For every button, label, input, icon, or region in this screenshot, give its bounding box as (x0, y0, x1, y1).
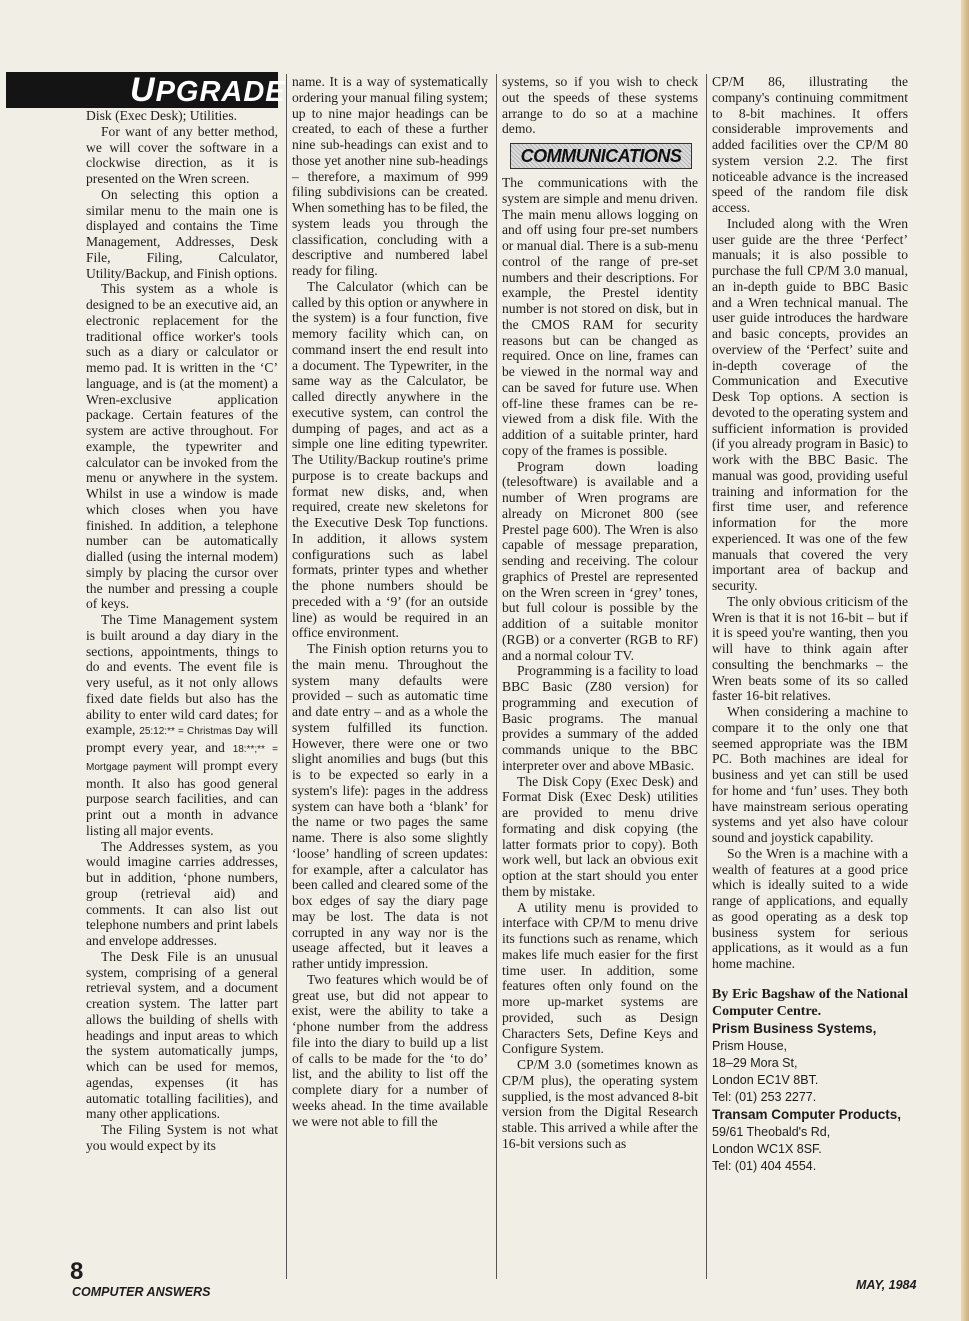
issue-date: MAY, 1984 (856, 1278, 917, 1292)
communications-heading: COMMUNICATIONS (510, 143, 692, 169)
paragraph: A utility menu is provided to interface with CP/M to menu drive its functions such as rename, which makes life much easier for the first time user. In addition, some features often only found on the more up-market systems are provided, such as Design Characters Sets, Define Keys and Configure System. (502, 899, 698, 1057)
page-edge-shadow (961, 0, 969, 1321)
paragraph: Included along with the Wren user guide are the three ‘Perfect’ manuals; it is also possible to purchase the full CP/M 3.0 manual, an in-depth guide to BBC Basic and a Wren technical manual. The user guide introduces the hardware and basic concepts, provides an overview of the ‘Perfect’ suite and in-depth coverage of the Communication and Executive Desk Top options. A section is devoted to the operating system and sufficient information is provided (if you already program in Basic) to work with the BBC Basic. The manual was good, providing useful training and information for the first time user, and reference information for the more experienced. It was one of the few manuals that covered the very important area of backup and security. (712, 215, 908, 593)
company-name (712, 1106, 908, 1124)
paragraph: The Filing System is not what you would expect by its (86, 1122, 278, 1153)
paragraph: The Finish option returns you to the main menu. Throughout the system many defaults were provided – such as automatic time and date entry – and as a whole the system fulfilled its function. However, there were one or two slight anomilies and bugs (but this is to be expected so early in a system's life): pages in the address system can have both a ‘blank’ for the name or two pages the same name. There is also some slightly ‘loose’ handling of screen updates: for example, after a calculator has been called and cleared some of the box edges of say the diary page may be lost. The data is not corrupted in any way nor is the useage affected, but it leaves a rather untidy impression. (292, 641, 488, 971)
column-divider (496, 74, 497, 1279)
paragraph-text: will prompt every month. It also has good general purpose search facilities, and can print out a month in advance listing all major events. (86, 757, 278, 838)
paragraph: The Addresses system, as you would imagine carries addresses, but in addition, ‘phone numbers, group (retrieval aid) and comments. It can also list out telephone numbers and print labels and envelope addresses. (86, 838, 278, 948)
company-name-text: Transam Computer Products, (712, 1106, 902, 1122)
address-line: London WC1X 8SF. (712, 1141, 822, 1156)
section-banner-rest: PGRADE (155, 76, 286, 108)
paragraph: name. It is a way of systematically ordering your manual filing system; up to nine major headings can be created, to each of these a further nine sub-headings can exist and to those yet another nine sub-headings – therefore, a maximum of 999 filing subdivisions can be created. When something has to be filed, the system leads you through the classification, concluding with a descriptive and numbered label ready for filing. (292, 74, 488, 278)
column-divider (286, 74, 287, 1279)
paragraph: Two features which would be of great use, but did not appear to exist, were the ability to take a ‘phone number from the address file into the diary to build up a list of calls to be made for the ‘to do’ list, and the ability to list off the complete diary for a number of weeks ahead. In the time available we were not able to fill the (292, 971, 488, 1129)
paragraph: The only obvious criticism of the Wren is that it is not 16-bit – but if it is speed you're wanting, then you will have to think again after consulting the benchmarks – the Wren beats some of its so called faster 16-bit relatives. (712, 593, 908, 704)
paragraph: CP/M 3.0 (sometimes known as CP/M plus), the operating system supplied, is the most advanced 8-bit version from the Digital Research stable. This arrived a while after the 16-bit versions such as (502, 1057, 698, 1151)
wildcard-example: 25:12:** = Christmas Day (139, 726, 254, 738)
paragraph: This system as a whole is designed to be an executive aid, an electronic replacement for the traditional office worker's tools such as a diary or calculator or memo pad. It is written in the ‘C’ language, and is (at the moment) a Wren-exclusive application package. Certain features of the system are active throughout. For example, the typewriter and calculator can be invoked from the menu or anywhere in the system. Whilst in use a window is made which closes when you have finished. In addition, a telephone number can be automatically dialled (using the internal modem) simply by placing the cursor over the number and pressing a couple of keys. (86, 281, 278, 612)
paragraph-text: The Time Management system is built around a day diary in the sections, appointments, things to do and events. The event file is very useful, as it not only allows fixed date fields but also has the ability to enter wild card dates; for example, (86, 612, 278, 738)
paragraph: The Desk File is an unusual system, comprising of a general retrieval system, and a document creation system. The latter part allows the building of shells with headings and input areas to which the system automatically jumps, which can be used for memos, agendas, expenses (it has automatic totalling facilities), and many other applications. (86, 948, 278, 1122)
phone-line: Tel: (01) 404 4554. (712, 1158, 817, 1173)
section-banner (6, 71, 286, 109)
section-banner-cap: U (130, 71, 156, 109)
article-column-4 (712, 74, 908, 1175)
magazine-title: COMPUTER ANSWERS (72, 1285, 211, 1299)
article-column-1 (86, 108, 278, 1154)
paragraph: When considering a machine to compare it to the only one that seemed appropriate was the IBM PC. Both machines are ideal for business and yet can still be used for home and ‘fun’ uses. They both have mainstream serious operating systems and yet also have colour sound and joystick capability. (712, 704, 908, 845)
paragraph: For want of any better method, we will cover the software in a clockwise direction, as it is presented on the Wren screen. (86, 123, 278, 186)
paragraph: Programming is a facility to load BBC Basic (Z80 version) for programming and execution of Basic programs. The manual provides a summary of the added commands unique to the BBC interpreter over and above MBasic. (502, 663, 698, 773)
paragraph: So the Wren is a machine with a wealth of features at a good price which is ideally suited to a wide range of applications, and equally as good operating as a desk top business system for serious applications, as it would as a fun home machine. (712, 845, 908, 971)
address-line: Prism House, (712, 1038, 788, 1053)
paragraph: Program down loading (telesoftware) is available and a number of Wren programs are already on Micronet 800 (see Prestel page 600). The Wren is also capable of message preparation, sending and receiving. The colour graphics of Prestel are represented on the Wren screen in ‘grey’ tones, but full colour is possible by the addition of a suitable monitor (RGB) or a converter (RGB to RF) and a normal colour TV. (502, 458, 698, 663)
paragraph: The Disk Copy (Exec Desk) and Format Disk (Exec Desk) utilities are provided to menu drive formating and disk copying (the latter formats prior to copy). Both work well, but lack an obvious exit option at the start should you enter them by mistake. (502, 773, 698, 899)
column-divider (706, 74, 707, 1279)
paragraph: CP/M 86, illustrating the company's continuing commitment to 8-bit machines. It offers considerable improvements and added facilities over the CP/M 80 system version 2.2. The first noticeable advance is the increased speed of the random file disk access. (712, 74, 908, 215)
address-line: 18–29 Mora St, (712, 1055, 798, 1070)
company-name (712, 1020, 908, 1038)
byline (712, 986, 908, 1175)
company-name-text: Prism Business Systems, (712, 1020, 877, 1036)
article-column-3 (502, 74, 698, 1152)
paragraph (86, 612, 278, 839)
page-number: 8 (70, 1258, 84, 1285)
paragraph: The Calculator (which can be called by this option or anywhere in the system) is a four function, five memory facility which can, on command insert the end result into a document. The Typewriter, in the same way as the Calculator, be called directly anywhere in the executive system, can control the dumping of pages, and act as a simple one line editing typewriter. The Utility/Backup routine's prime purpose is to create backups and format new disks, and, when required, create new skeletons for the Executive Desk Top functions. In addition, it allows system configurations such as label formats, printer types and whether the phone numbers should be preceded with a ‘9’ (for an outside line) as would be required in an office environment. (292, 278, 488, 641)
author-credit: By Eric Bagshaw of the National Computer Centre. (712, 986, 908, 1019)
wildcard-example: 18:**;** = Mortgage payment (86, 744, 278, 773)
phone-line: Tel: (01) 253 2277. (712, 1089, 817, 1104)
paragraph: The communications with the system are simple and menu driven. The main menu allows logging on and off using four pre-set numbers or manual dial. There is a sub-menu control of the range of pre-set numbers and their descriptions. For example, the Prestel identity number is not stored on disk, but in the CMOS RAM for security reasons but can be changed as required. Once on line, frames can be viewed in the normal way and can be saved for future use. When off-line these frames can be re-viewed from a disk file. With the addition of a suitable printer, hard copy of the frames is possible. (502, 175, 698, 458)
address-line: London EC1V 8BT. (712, 1072, 819, 1087)
article-column-2 (292, 74, 488, 1129)
paragraph-text: will prompt every year, and (86, 722, 278, 755)
paragraph: Disk (Exec Desk); Utilities. (86, 108, 238, 123)
paragraph: On selecting this option a similar menu to the main one is displayed and contains the Time Management, Addresses, Desk File, Filing, Calculator, Utility/Backup, and Finish options. (86, 186, 278, 281)
paragraph: systems, so if you wish to check out the speeds of these systems arrange to do so at a machine demo. (502, 74, 698, 137)
address-line: 59/61 Theobald's Rd, (712, 1124, 831, 1139)
